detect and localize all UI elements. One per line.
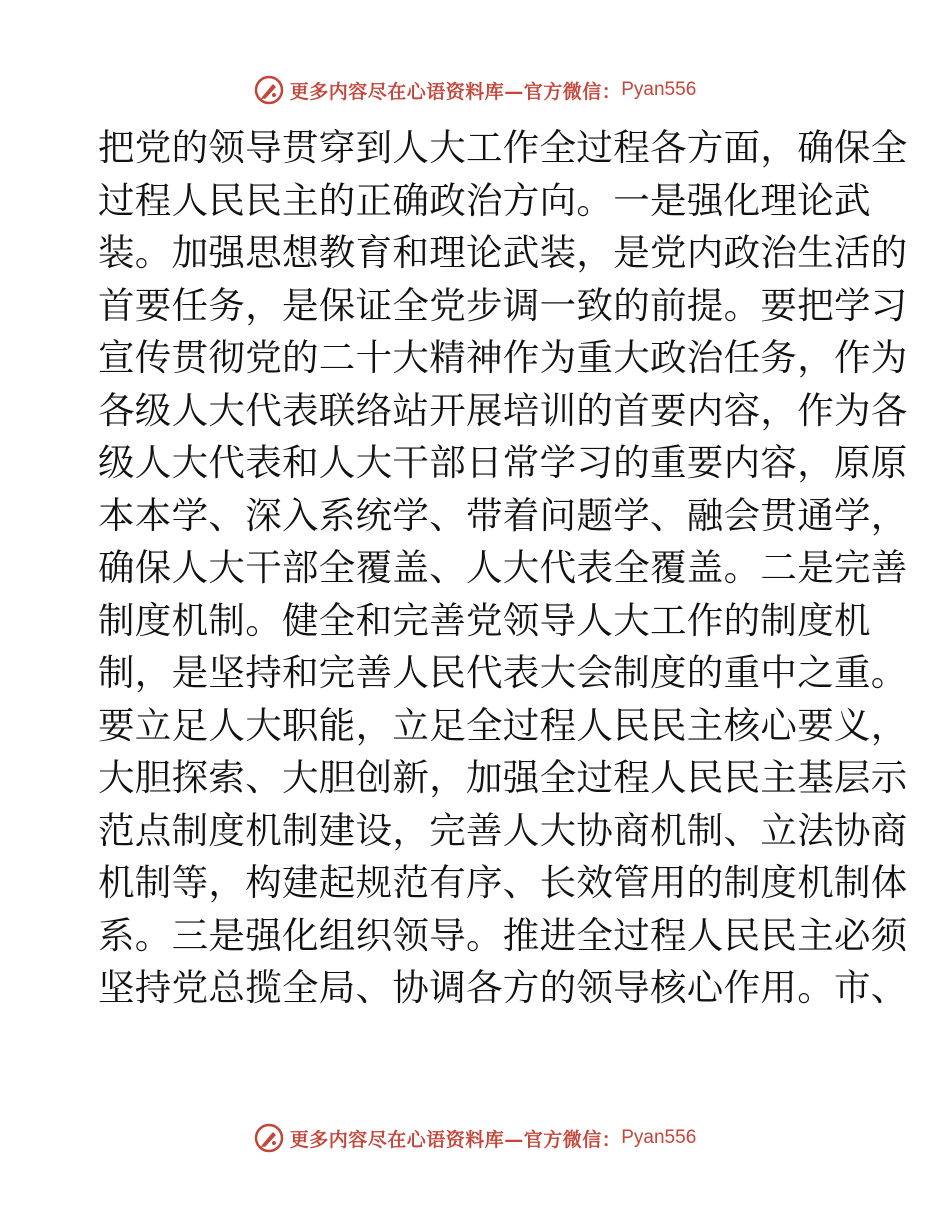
document-body <box>98 122 908 1015</box>
footer-wechat-id: Pyan556 <box>621 1127 697 1148</box>
paragraph-line: 级人大代表和人大干部日常学习的重要内容，原原 <box>98 441 908 484</box>
footer-banner <box>0 1118 950 1158</box>
paragraph-line: 机制等，构建起规范有序、长效管用的制度机制体 <box>98 861 908 904</box>
logo-icon <box>254 75 284 105</box>
footer-banner-text: 更多内容尽在心语资料库—官方微信： <box>289 1128 622 1151</box>
header-banner-text: 更多内容尽在心语资料库—官方微信： <box>289 80 622 103</box>
paragraph-line: 装。加强思想教育和理论武装，是党内政治生活的 <box>98 231 908 274</box>
paragraph-line: 确保人大干部全覆盖、人大代表全覆盖。二是完善 <box>98 546 908 589</box>
paragraph-line: 宣传贯彻党的二十大精神作为重大政治任务，作为 <box>98 336 908 379</box>
paragraph-line: 大胆探索、大胆创新，加强全过程人民民主基层示 <box>98 756 908 799</box>
header-wechat-id: Pyan556 <box>621 79 697 100</box>
paragraph-line: 把党的领导贯穿到人大工作全过程各方面，确保全 <box>98 126 908 169</box>
paragraph-line: 系。三是强化组织领导。推进全过程人民民主必须 <box>98 913 908 957</box>
paragraph-line: 首要任务，是保证全党步调一致的前提。要把学习 <box>98 283 908 327</box>
paragraph-line: 本本学、深入系统学、带着问题学、融会贯通学， <box>98 493 908 537</box>
paragraph-line: 坚持党总揽全局、协调各方的领导核心作用。市、 <box>98 966 908 1009</box>
paragraph-line: 范点制度机制建设，完善人大协商机制、立法协商 <box>98 808 908 852</box>
paragraph-line: 过程人民民主的正确政治方向。一是强化理论武 <box>98 178 871 222</box>
paragraph-line: 要立足人大职能，立足全过程人民民主核心要义， <box>98 703 908 747</box>
paragraph-line: 制，是坚持和完善人民代表大会制度的重中之重。 <box>98 651 908 694</box>
logo-icon <box>254 1123 284 1153</box>
paragraph-line: 制度机制。健全和完善党领导人大工作的制度机 <box>98 598 871 642</box>
paragraph-line: 各级人大代表联络站开展培训的首要内容，作为各 <box>98 388 908 432</box>
header-banner <box>0 70 950 110</box>
